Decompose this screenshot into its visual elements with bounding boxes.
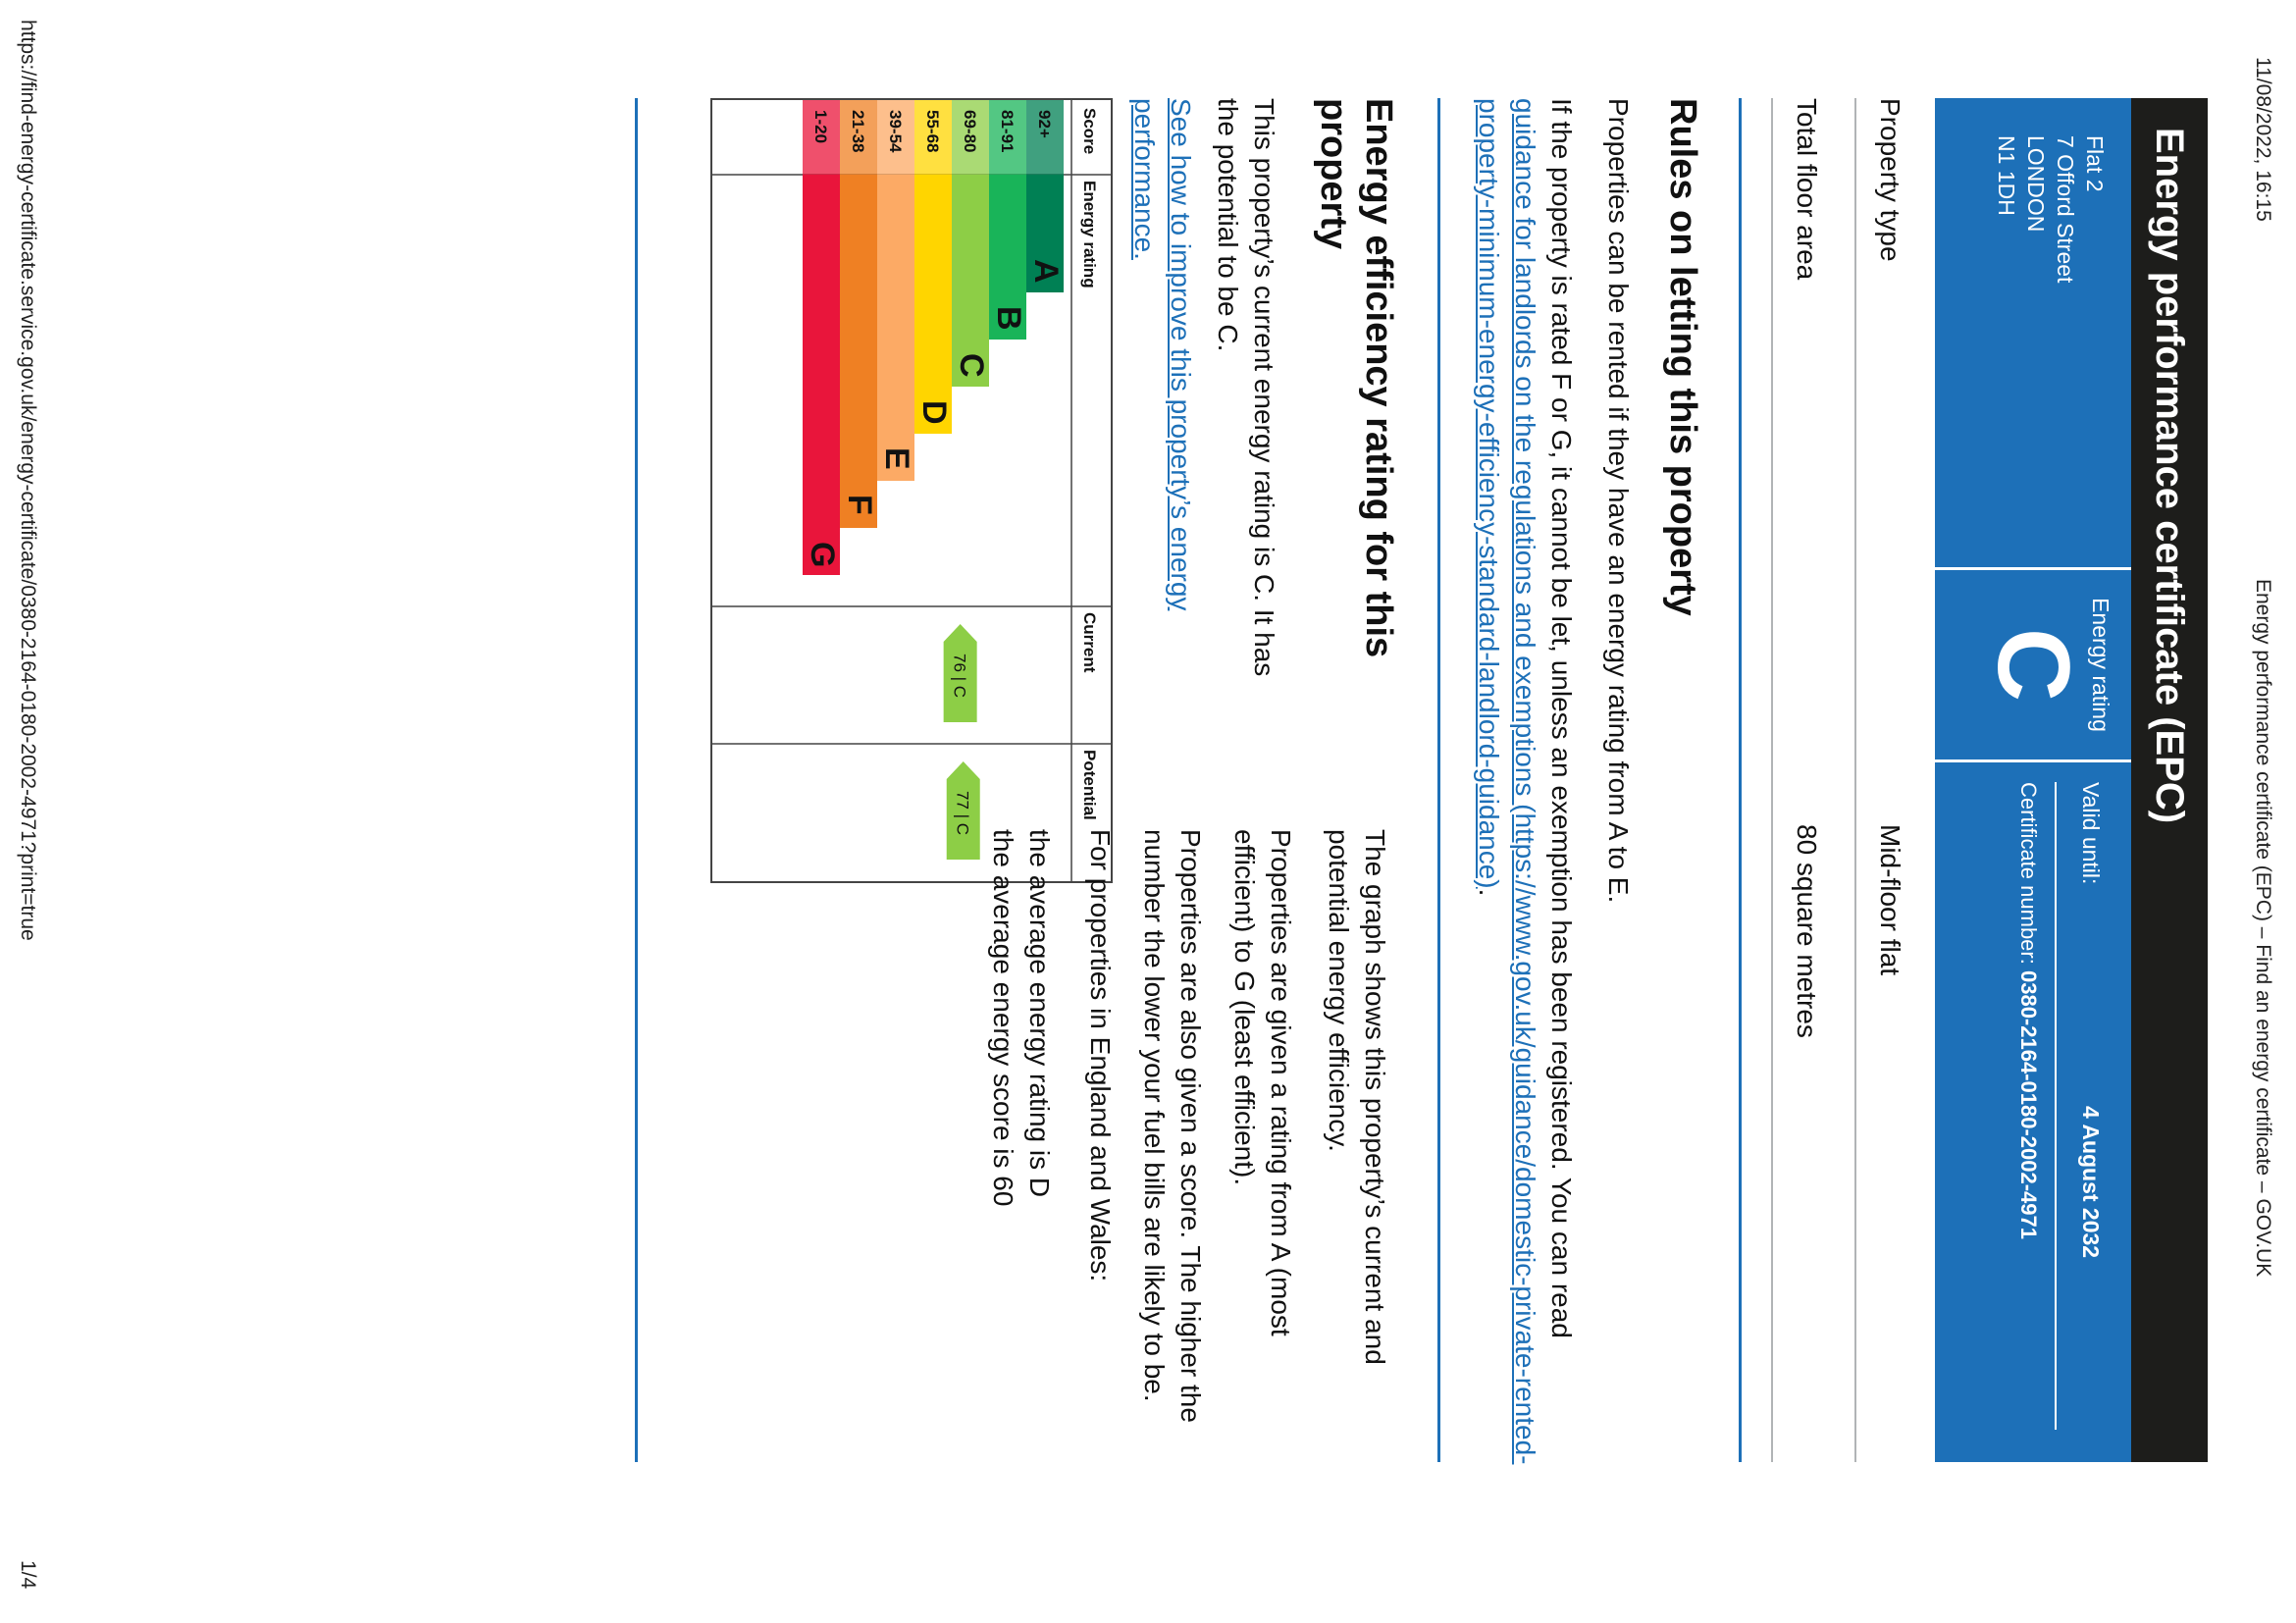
address xyxy=(1992,135,2110,283)
explain-graph xyxy=(1321,829,1393,1555)
address-line-2: 7 Offord Street xyxy=(2053,135,2078,284)
improve-link-block xyxy=(1126,98,1199,775)
current-rating-text xyxy=(1210,98,1282,775)
property-type-label: Property type xyxy=(1875,98,1905,262)
band-letter: C xyxy=(953,353,990,378)
validity-divider xyxy=(2055,782,2057,1430)
band-score-label: 21-38 xyxy=(849,110,867,153)
floor-area-value: 80 square metres xyxy=(1792,824,1822,1038)
section-divider xyxy=(635,98,638,1462)
band-score-label: 39-54 xyxy=(886,110,905,153)
improve-link-cont[interactable]: performance. xyxy=(1129,98,1160,260)
band-letter: F xyxy=(841,495,878,515)
potential-rating-label: 77 | C xyxy=(953,791,972,836)
divider xyxy=(1771,98,1773,1462)
floor-area-label: Total floor area xyxy=(1792,98,1822,281)
valid-until-value: 4 August 2032 xyxy=(2078,1106,2104,1259)
certificate-number-value: 0380-2164-0180-2002-4971 xyxy=(2016,969,2041,1239)
efficiency-heading-line-2: property xyxy=(1313,98,1354,250)
energy-rating-cell xyxy=(1935,567,2131,762)
band-bar-f xyxy=(840,175,877,528)
explain-score xyxy=(1136,829,1209,1575)
letting-paragraph-2 xyxy=(1471,98,1580,1472)
current-rating-text-line-1: This property’s current energy rating is C. It has xyxy=(1249,98,1279,677)
explain-score-line-1: Properties are also given a score. The higher the xyxy=(1175,829,1206,1423)
letting-paragraph-2-line: If the property is rated F or G, it cannot be let, unless an exemption has been registered. You can read xyxy=(1546,98,1577,1338)
band-bar-d xyxy=(914,175,952,434)
valid-until-label: Valid until: xyxy=(2078,782,2104,885)
explain-graph-line-2: potential energy efficiency. xyxy=(1324,829,1354,1152)
print-page-title: Energy performance certificate (EPC) – Find an energy certificate – GOV.UK xyxy=(2252,579,2274,1278)
address-line-4: N1 1DH xyxy=(1994,135,2019,216)
efficiency-heading xyxy=(1311,98,1401,775)
explain-ratings xyxy=(1226,829,1299,1555)
current-rating-text-line-2: the potential to be C. xyxy=(1213,98,1243,352)
averages xyxy=(985,829,1058,1555)
chart-header-current: Current xyxy=(1080,612,1099,673)
band-bar-e xyxy=(877,175,914,481)
band-letter: E xyxy=(878,447,915,470)
energy-rating-letter: C xyxy=(1976,627,2090,703)
certificate-number-row xyxy=(2015,782,2041,1430)
band-letter: A xyxy=(1027,259,1065,284)
england-wales-text: For properties in England and Wales: xyxy=(1085,829,1116,1283)
explain-ratings-line-2: efficient) to G (least efficient). xyxy=(1229,829,1260,1186)
property-type-value: Mid-floor flat xyxy=(1875,824,1905,976)
band-score-label: 69-80 xyxy=(961,110,979,153)
print-datetime: 11/08/2022, 16:15 xyxy=(2252,57,2274,222)
band-score-label: 55-68 xyxy=(923,110,942,153)
explain-ratings-line-1: Properties are given a rating from A (most xyxy=(1266,829,1296,1336)
print-page-number: 1/4 xyxy=(17,1560,39,1590)
energy-rating-label: Energy rating xyxy=(2088,598,2113,732)
landlord-guidance-link[interactable]: guidance for landlords on the regulations and exemptions (https://www.gov.uk/guidance/domestic-private-rented- xyxy=(1510,98,1540,1465)
landlord-guidance-link-cont[interactable]: property-minimum-energy-efficiency-standard-landlord-guidance) xyxy=(1474,98,1504,889)
divider xyxy=(1854,98,1856,1462)
current-rating-label: 76 | C xyxy=(950,654,969,699)
efficiency-heading-line-1: Energy efficiency rating for this xyxy=(1358,98,1399,658)
explain-graph-line-1: The graph shows this property’s current and xyxy=(1360,829,1390,1365)
certificate-number-label: Certificate number: xyxy=(2016,782,2041,965)
improve-link[interactable]: See how to improve this property’s energy xyxy=(1166,98,1196,611)
address-line-3: LONDON xyxy=(2023,135,2049,233)
validity-block xyxy=(2015,782,2104,1430)
band-score-label: 81-91 xyxy=(998,110,1017,153)
average-score: the average energy score is 60 xyxy=(988,829,1018,1207)
print-url: https://find-energy-certificate.service.gov.uk/energy-certificate/0380-2164-0180-2002-4971?print=true xyxy=(17,20,39,941)
address-line-1: Flat 2 xyxy=(2082,135,2108,192)
band-bar-g xyxy=(803,175,840,575)
band-letter: B xyxy=(990,306,1027,331)
section-divider xyxy=(1437,98,1440,1462)
epc-rating-chart xyxy=(710,98,1113,883)
explain-score-line-2: number the lower your fuel bills are likely to be. xyxy=(1139,829,1170,1402)
epc-summary-box xyxy=(1935,98,2131,1462)
section-divider xyxy=(1739,98,1742,1462)
band-score-label: 92+ xyxy=(1035,110,1054,138)
band-letter: G xyxy=(804,542,841,568)
link-suffix: . xyxy=(1474,888,1504,897)
letting-paragraph-1: Properties can be rented if they have an energy rating from A to E. xyxy=(1603,98,1634,904)
epc-title: Energy performance certificate (EPC) xyxy=(2131,98,2208,1462)
chart-header-score: Score xyxy=(1080,108,1099,155)
chart-header-potential: Potential xyxy=(1080,750,1099,820)
letting-heading: Rules on letting this property xyxy=(1662,98,1703,616)
epc-chart-svg xyxy=(712,100,1111,881)
band-letter: D xyxy=(915,400,953,425)
band-score-label: 1-20 xyxy=(811,110,830,144)
chart-header-rating: Energy rating xyxy=(1080,181,1099,288)
average-rating: the average energy rating is D xyxy=(1024,829,1055,1198)
